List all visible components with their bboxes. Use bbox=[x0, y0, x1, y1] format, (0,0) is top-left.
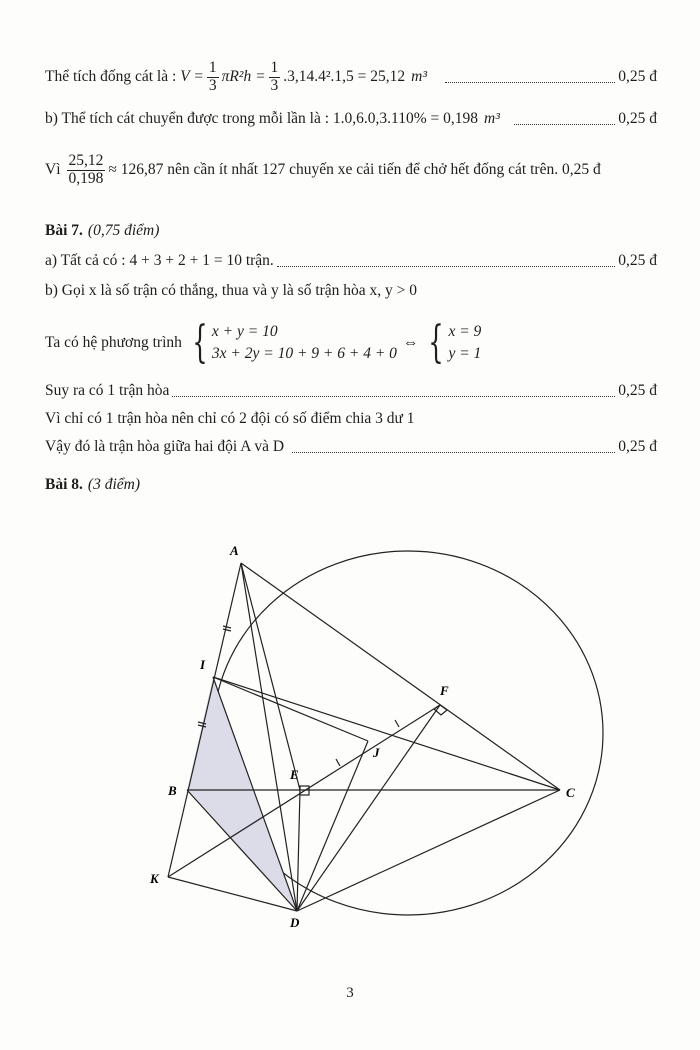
geometry-figure bbox=[140, 505, 660, 930]
left-brace: { bbox=[192, 317, 208, 368]
variables-text: b) Gọi x là số trận có thắng, thua và y là số trận hòa x, y > 0 bbox=[45, 282, 418, 299]
system-equations bbox=[212, 321, 397, 366]
bai8-heading bbox=[45, 474, 657, 496]
score: 0,25 đ bbox=[618, 438, 657, 455]
frac2-den: 3 bbox=[270, 76, 279, 94]
remainder-text: Vì chỉ có 1 trận hòa nên chỉ có 2 đội có số điểm chia 3 dư 1 bbox=[45, 410, 415, 427]
bai8-label: Bài 8. bbox=[45, 476, 83, 493]
score: 0,25 đ bbox=[618, 110, 657, 127]
dot-leader bbox=[292, 452, 615, 453]
frac-den: 3 bbox=[208, 76, 217, 94]
score: 0,25 đ bbox=[618, 68, 657, 85]
dot-leader bbox=[172, 396, 615, 397]
matches-text: a) Tất cả có : 4 + 3 + 2 + 1 = 10 trận. bbox=[45, 252, 274, 269]
trips-rest: ≈ 126,87 nên cần ít nhất 127 chuyến xe cải tiến để chở hết đống cát trên. 0,25 đ bbox=[108, 161, 601, 178]
bai7-points: (0,75 điểm) bbox=[87, 222, 160, 239]
volume-lhs: V = bbox=[180, 68, 204, 85]
fraction-one-third-2 bbox=[269, 60, 281, 94]
tick-mark bbox=[395, 720, 399, 727]
dot-leader bbox=[445, 82, 615, 83]
bai8-points: (3 điểm) bbox=[87, 476, 140, 493]
system-solution bbox=[448, 321, 481, 366]
fraction-trips bbox=[67, 153, 106, 187]
fraction-one-third bbox=[207, 60, 219, 94]
tick-mark bbox=[223, 626, 231, 628]
draw-text: Suy ra có 1 trận hòa bbox=[45, 382, 170, 399]
frac-num: 25,12 bbox=[68, 152, 104, 170]
label-K: K bbox=[150, 871, 159, 886]
segment-AC bbox=[241, 563, 560, 790]
segment-IC bbox=[213, 677, 560, 790]
tick-mark bbox=[336, 759, 340, 766]
frac2-num: 1 bbox=[270, 59, 279, 77]
bai7-heading bbox=[45, 220, 657, 242]
label-A: A bbox=[230, 543, 239, 558]
draw-line bbox=[45, 380, 657, 402]
left-brace: { bbox=[428, 317, 445, 368]
equation-1: x + y = 10 bbox=[211, 322, 278, 340]
remainder-line bbox=[45, 408, 657, 430]
trips-prefix: Vì bbox=[45, 161, 61, 178]
label-F: F bbox=[440, 683, 449, 698]
segment-ED bbox=[297, 790, 300, 911]
solution-1: x = 9 bbox=[448, 322, 482, 340]
volume-rest: .3,14.4².1,5 = 25,12 bbox=[283, 68, 406, 85]
score: 0,25 đ bbox=[618, 252, 657, 269]
conclusion-text: Vậy đó là trận hòa giữa hai đội A và D bbox=[45, 438, 285, 455]
segment-FD bbox=[297, 705, 440, 911]
transport-unit: m³ bbox=[484, 110, 500, 127]
volume-prefix: Thể tích đống cát là : bbox=[45, 68, 177, 85]
tick-mark bbox=[223, 629, 231, 631]
frac-den: 0,198 bbox=[68, 169, 104, 187]
matches-line bbox=[45, 250, 657, 272]
bai7-label: Bài 7. bbox=[45, 222, 83, 239]
frac-num: 1 bbox=[208, 59, 217, 77]
score: 0,25 đ bbox=[618, 382, 657, 399]
solution-2: y = 1 bbox=[448, 345, 482, 362]
volume-unit: m³ bbox=[411, 68, 428, 85]
page-number: 3 bbox=[346, 985, 354, 1001]
label-B: B bbox=[168, 783, 177, 798]
segment-JD bbox=[297, 741, 368, 911]
dot-leader bbox=[514, 124, 615, 125]
transport-text: b) Thể tích cát chuyển được trong mỗi lần là : 1.0,6.0,3.110% = 0,198 bbox=[45, 110, 478, 127]
conclusion-line bbox=[45, 436, 657, 458]
trips-line bbox=[45, 150, 657, 190]
right-angle-F bbox=[434, 705, 447, 715]
equation-2: 3x + 2y = 10 + 9 + 6 + 4 + 0 bbox=[211, 345, 397, 362]
volume-mid: πR²h = bbox=[221, 68, 266, 85]
label-D: D bbox=[290, 915, 300, 930]
system-prefix: Ta có hệ phương trình bbox=[45, 334, 182, 351]
volume-line bbox=[45, 60, 657, 94]
dot-leader bbox=[277, 266, 615, 267]
label-E: E bbox=[290, 767, 299, 782]
shaded-triangle bbox=[187, 677, 297, 911]
equivalence-arrow: ⇔ bbox=[402, 334, 419, 351]
segment-CD bbox=[297, 790, 560, 911]
transport-line bbox=[45, 108, 657, 130]
variables-line bbox=[45, 280, 657, 302]
label-I: I bbox=[200, 657, 206, 672]
segment-AE bbox=[241, 563, 300, 790]
label-J: J bbox=[373, 745, 380, 760]
segment-IJ bbox=[213, 677, 368, 741]
system-line bbox=[45, 316, 657, 370]
label-C: C bbox=[566, 785, 575, 800]
